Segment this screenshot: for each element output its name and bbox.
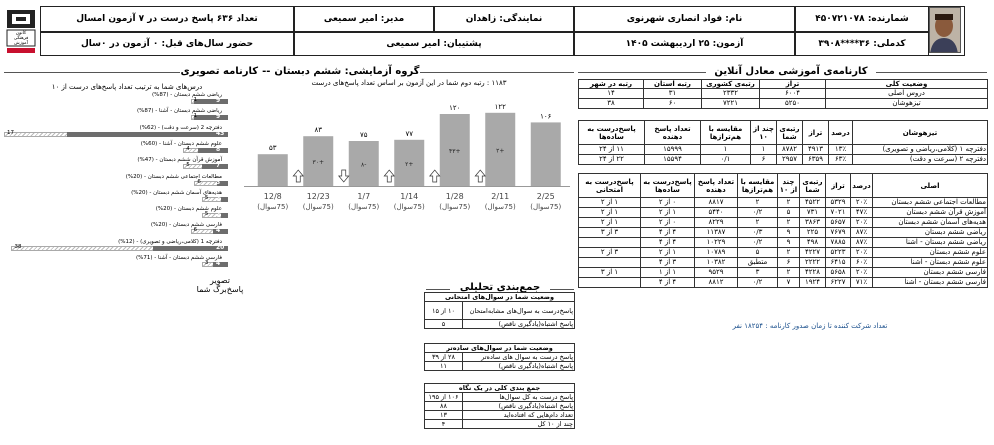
subject-bar-fill: [221, 213, 228, 218]
main-header-cell: پاسخ‌درست به ساده‌ها: [641, 174, 695, 198]
table-row: [579, 268, 988, 278]
subject-bar-wrong: 1: [193, 113, 198, 120]
table-cell: ۲: [778, 248, 800, 258]
table-cell: [579, 238, 641, 248]
table-cell: دفترچه ۲ (سرعت و دقت): [853, 155, 988, 165]
agency-name: نمایندگی: زاهدان: [434, 6, 574, 32]
main-header-cell: رتبه‌ی شما: [800, 174, 826, 198]
table-cell: ۷۰۲۱: [826, 208, 851, 218]
table-cell: ۲: [778, 218, 800, 228]
table-cell: ۱۰۳۸۲: [695, 258, 738, 268]
visual-title: کارنامه تصویری: [180, 66, 259, 77]
arrow-up-icon: [475, 170, 485, 182]
trend-tick-label: 1/14: [400, 192, 419, 201]
table-cell: ۸۸۱۲: [695, 278, 738, 288]
student-name: نام: فواد انصاری شهرنوی: [574, 6, 795, 32]
trend-bar: [531, 122, 561, 186]
subject-bar-label: علوم ششم دبستان - آشنا - (60%): [140, 140, 222, 147]
table-row: [425, 420, 575, 429]
table-cell: ۷۱٪: [851, 278, 873, 288]
support-name: پشتیبان: امیر سمیعی: [294, 32, 574, 56]
analytic-block-overall: [424, 383, 575, 429]
table-cell: ۵۴۴۰: [695, 208, 738, 218]
subject-bar-wrong: 17: [7, 129, 14, 136]
table-cell: مطالعات اجتماعی ششم دبستان: [873, 198, 988, 208]
table-cell: ۸۷۸۲: [777, 145, 803, 155]
subject-bar-label: هدیه‌های آسمان ششم دبستان - (20%): [131, 189, 222, 196]
subject-bar-fill: [198, 145, 228, 153]
trend-tick-sublabel: (75سوال): [484, 203, 516, 211]
table-cell: ۵۲۵۰: [760, 99, 826, 109]
table-cell: فارسی ششم دبستان: [873, 268, 988, 278]
table-cell: ۹۵۲۹: [695, 268, 738, 278]
table-cell: ۵: [738, 248, 778, 258]
analytic-caption-row: [425, 344, 575, 353]
table-cell: ۵۶۵۷: [826, 218, 851, 228]
subject-bar-value: 9: [216, 97, 221, 104]
analytic-caption: وضعیت شما در سوال‌های ساده‌تر: [425, 344, 575, 353]
table-cell: ۶۳۵۹: [803, 155, 829, 165]
table-cell: ۱۰۷۸۹: [695, 248, 738, 258]
table-cell: ۲: [778, 198, 800, 208]
education-title: کارنامه‌ی آموزشی معادل آنلاین: [706, 66, 876, 77]
table-cell: ۱۳٪: [829, 145, 853, 155]
subject-bar-wrong: 5: [186, 162, 190, 169]
table-row: [579, 198, 988, 208]
table-cell: ۶۰: [644, 99, 702, 109]
table-cell: ۵۳۲۹: [826, 198, 851, 208]
main-header-row: [579, 174, 988, 198]
subject-bar-value: 43: [216, 129, 225, 137]
analytic-caption-row: [425, 293, 575, 302]
analytic-caption: جمع بندی کلی در یک نگاه: [425, 384, 575, 393]
analytic-block-simple: [424, 343, 575, 371]
table-cell: ۱ از ۳: [579, 268, 641, 278]
prev-years: حضور سال‌های قبل: ۰ آزمون در ۰سال: [40, 32, 294, 56]
table-cell: ۷۳۱: [800, 208, 826, 218]
subject-bar-label: دفترچه 1 (کلامی،ریاضی و تصویری) - (12%): [118, 238, 222, 245]
table-cell: ۲۹۵۷: [777, 155, 803, 165]
table-cell: پاسخ اشتباه(یادگیری ناقص): [463, 362, 575, 371]
subject-bar-label: فارسی ششم دبستان - (20%): [150, 222, 222, 229]
table-cell: ۰ از ۲: [641, 198, 695, 208]
subject-bar-fill: [194, 115, 228, 120]
table-cell: ۰/۲: [738, 208, 778, 218]
summary-header-cell: رتبه استان: [644, 80, 702, 89]
subject-bar-wrong: 5: [204, 211, 209, 218]
subject-bar-value: 20: [216, 243, 225, 251]
national-code: کدملی: ۳۶****۳۹۰۸: [795, 32, 929, 56]
table-cell: ۱ از ۱: [641, 268, 695, 278]
trend-tick-label: 1/7: [357, 192, 371, 201]
subject-bar-fill: [202, 164, 228, 169]
table-cell: ۱ از ۲: [579, 208, 641, 218]
table-cell: ۲۲ از ۲۴: [579, 155, 645, 165]
trend-chart: [244, 88, 570, 252]
table-cell: ۰/۲: [738, 238, 778, 248]
main-table-body: [579, 198, 988, 288]
table-cell: ۱۵۵۹۴: [645, 155, 701, 165]
gifted-header-cell: تراز: [803, 121, 829, 145]
table-cell: ۴ از ۴: [641, 278, 695, 288]
trend-value-label: ۱۲۲: [494, 102, 506, 111]
table-row: [579, 228, 988, 238]
gifted-header-cell: مقایسه با هم‌ترازها: [701, 121, 751, 145]
trend-tick-sublabel: (75سوال): [257, 203, 289, 211]
table-cell: ۶۰۰۴: [760, 89, 826, 99]
gifted-header-cell: رتبه‌ی شما: [777, 121, 803, 145]
summary-table: [578, 79, 988, 109]
trend-bar: [258, 154, 288, 186]
subject-bar-value: 2: [216, 211, 221, 219]
manager-name: مدیر: امیر سمیعی: [294, 6, 434, 32]
trend-value-label: ۵۳: [268, 144, 277, 153]
analytic-caption: وضعیت شما در سوال‌های امتحانی: [425, 293, 575, 302]
table-cell: ۶۴۱۵: [826, 258, 851, 268]
table-cell: ۳۸: [579, 99, 644, 109]
table-cell: متطبق: [738, 258, 778, 268]
table-cell: ۱۴: [579, 89, 644, 99]
table-cell: ۲: [738, 198, 778, 208]
table-cell: ۶: [778, 258, 800, 268]
table-cell: ۷: [778, 278, 800, 288]
gifted-header-cell: درصد: [829, 121, 853, 145]
table-cell: ۰ از ۲: [641, 218, 695, 228]
table-cell: ۴ از ۴: [641, 238, 695, 248]
table-cell: ۴۲۲۷: [800, 248, 826, 258]
table-cell: ۲۲۵: [800, 228, 826, 238]
table-cell: ۹: [778, 228, 800, 238]
trend-change-label: -۸: [361, 161, 367, 169]
table-cell: ۴: [425, 420, 463, 429]
table-cell: ۲۰٪: [851, 198, 873, 208]
gifted-header-row: [579, 121, 988, 145]
group-title-block: [180, 66, 420, 78]
main-header-cell: اصلی: [873, 174, 988, 198]
table-cell: ۴۲۲۸: [800, 268, 826, 278]
subject-bar-wrong: 6: [197, 178, 201, 185]
trend-change-label: +۴۳: [449, 148, 461, 155]
table-row: [425, 402, 575, 411]
subject-bar-value: 4: [216, 227, 221, 235]
table-cell: ۱۵۹۹۹: [645, 145, 701, 155]
subject-bar-wrong: 6: [193, 227, 198, 234]
trend-value-label: ۱۰۶: [540, 112, 552, 121]
table-cell: ۲۰٪: [851, 248, 873, 258]
table-cell: ۱۰۶ از ۱۹۵: [425, 393, 463, 402]
table-cell: ۵۲۲۳: [826, 248, 851, 258]
subject-bar-label: مطالعات اجتماعی ششم دبستان - (20%): [125, 173, 222, 180]
gifted-table: [578, 120, 988, 165]
trend-tick-sublabel: (75سوال): [530, 203, 562, 211]
trend-tick-label: 2/11: [491, 192, 510, 201]
table-cell: ۱۹۲۴: [800, 278, 826, 288]
summary-header-cell: رتبه در شهر: [579, 80, 644, 89]
table-cell: پاسخ درست به سوال های ساده‌تر: [463, 353, 575, 362]
table-cell: ۵: [778, 208, 800, 218]
gifted-header-cell: تعداد پاسخ دهنده: [645, 121, 701, 145]
title-separator: --: [262, 66, 271, 77]
table-cell: پاسخ اشتباه(یادگیری ناقص): [463, 320, 575, 329]
subject-bar-value: 9: [216, 113, 221, 121]
table-row: [579, 258, 988, 268]
table-cell: ۸۷٪: [851, 228, 873, 238]
table-cell: ۱۰۲۲۹: [695, 238, 738, 248]
main-header-cell: تعداد پاسخ دهنده: [695, 174, 738, 198]
table-row: [579, 145, 988, 155]
table-row: [425, 362, 575, 371]
table-cell: علوم ششم دبستان: [873, 248, 988, 258]
subject-bar-wrong: 5: [204, 194, 209, 201]
table-cell: ۴۵۲۲: [800, 198, 826, 208]
table-cell: چند از ۱۰ کل: [463, 420, 575, 429]
arrow-up-icon: [430, 170, 440, 182]
subject-chart-title: درس‌های شما به ترتیب تعداد پاسخ‌های درست از ۱۰: [51, 83, 203, 91]
subject-bar-value: 7: [216, 162, 221, 170]
subject-bar-wrong: 38: [14, 243, 22, 250]
table-cell: علوم ششم دبستان - اشنا: [873, 258, 988, 268]
table-cell: ۵: [425, 320, 463, 329]
table-cell: ۱۱: [425, 362, 463, 371]
table-cell: ۹: [778, 238, 800, 248]
trend-tick-sublabel: (75سوال): [302, 203, 334, 211]
subject-bar-label: ریاضی ششم دبستان - آشنا - (87%): [136, 108, 222, 115]
trend-value-label: ۷۵: [359, 131, 368, 139]
table-cell: ۴ از ۴: [641, 228, 695, 238]
analytic-caption-row: [425, 384, 575, 393]
table-cell: ۰/۱: [701, 155, 751, 165]
table-cell: آموزش قرآن ششم دبستان: [873, 208, 988, 218]
trend-tick-label: 12/23: [306, 192, 330, 201]
subject-bar-wrong: 1: [193, 97, 198, 103]
table-row: [425, 353, 575, 362]
kanoon-logo: [4, 8, 38, 54]
table-cell: ۸۸: [425, 402, 463, 411]
table-cell: ۳۱: [644, 89, 702, 99]
table-cell: ۲۳۳۲: [702, 89, 760, 99]
summary-header-cell: رتبه‌ی کشوری: [702, 80, 760, 89]
subject-bar-label: دفترچه 2 (سرعت و دقت) - (62%): [139, 124, 222, 131]
analytic-block-exam: [424, 292, 575, 329]
table-cell: ۱۰ از ۱۵: [425, 302, 463, 320]
analytic-title: جمع‌بندی تحلیلی: [450, 282, 550, 293]
answer-sheet-image-label: تصویر پاسخ‌برگ شما: [196, 276, 244, 294]
trend-value-label: ۱۲۰: [449, 104, 461, 112]
trend-tick-sublabel: (75سوال): [348, 203, 380, 211]
table-cell: پاسخ درست به کل سوال‌ها: [463, 393, 575, 402]
table-row: [579, 238, 988, 248]
trend-change-label: +۳۰: [312, 159, 324, 167]
gifted-header-cell: پاسخ‌درست به ساده‌ها: [579, 121, 645, 145]
table-row: [579, 99, 988, 109]
trend-tick-sublabel: (75سوال): [439, 203, 471, 211]
subject-bar-label: فارسی ششم دبستان - آشنا - (71%): [135, 255, 222, 261]
table-cell: ۳۸۶۳: [800, 218, 826, 228]
summary-header-row: [579, 80, 988, 89]
table-cell: ۱ از ۲: [641, 208, 695, 218]
table-cell: ریاضی ششم دبستان: [873, 228, 988, 238]
table-cell: ۷۸۸۵: [826, 238, 851, 248]
subject-chart: [4, 92, 240, 272]
subject-bar-fill: [194, 99, 228, 104]
table-cell: ۱ از ۲: [579, 198, 641, 208]
table-cell: ۴۷٪: [851, 208, 873, 218]
main-header-cell: مقایسه با هم‌ترازها: [738, 174, 778, 198]
main-header-cell: تراز: [826, 174, 851, 198]
table-cell: ۴۹۸: [800, 238, 826, 248]
table-cell: [579, 278, 641, 288]
table-cell: ۸۲۲۹: [695, 218, 738, 228]
table-cell: ۳: [738, 268, 778, 278]
trend-tick-label: 12/8: [263, 192, 282, 201]
table-cell: ۲: [738, 218, 778, 228]
main-header-cell: درصد: [851, 174, 873, 198]
trend-value-label: ۸۳: [314, 126, 323, 135]
table-row: [425, 411, 575, 420]
trend-tick-sublabel: (75سوال): [393, 203, 425, 211]
table-row: [579, 208, 988, 218]
trend-value-label: ۷۷: [405, 129, 414, 138]
table-cell: ۳ از ۳: [579, 228, 641, 238]
table-cell: ۴۹۱۳: [803, 145, 829, 155]
subject-bar-value: 4: [216, 260, 221, 267]
table-cell: ۱۱۳۸۷: [695, 228, 738, 238]
table-cell: ۲۸ از ۳۹: [425, 353, 463, 362]
arrow-up-icon: [384, 170, 394, 182]
subject-bar-label: ریاضی ششم دبستان - (87%): [151, 92, 222, 98]
table-cell: ۳ از ۴: [641, 258, 695, 268]
trend-tick-label: 1/28: [445, 192, 464, 201]
trend-change-label: +۲: [496, 147, 505, 155]
table-cell: ۰/۲: [738, 278, 778, 288]
table-cell: ۲۰٪: [851, 218, 873, 228]
subject-bar-label: آموزش قرآن ششم دبستان - (47%): [137, 157, 222, 164]
participants-note: تعداد شرکت کننده تا زمان صدور کارنامه : ۱۸۲۵۴ نفر: [732, 322, 888, 330]
table-cell: ۶۲۲۷: [826, 278, 851, 288]
table-cell: دفترچه ۱ (کلامی،ریاضی و تصویری): [853, 145, 988, 155]
subject-bar-label: علوم ششم دبستان - (20%): [155, 206, 222, 213]
subject-bar-wrong: 3: [204, 260, 209, 266]
trend-change-label: +۲: [405, 160, 414, 168]
table-cell: ۱: [701, 145, 751, 155]
table-cell: ۵۶۵۸: [826, 268, 851, 278]
table-cell: فارسی ششم دبستان - اشنا: [873, 278, 988, 288]
table-cell: [579, 258, 641, 268]
table-row: [579, 218, 988, 228]
table-row: [425, 320, 575, 329]
table-cell: ۱۳: [425, 411, 463, 420]
table-cell: ۶: [751, 155, 777, 165]
trend-tick-label: 2/25: [536, 192, 555, 201]
table-cell: ۶۰٪: [851, 258, 873, 268]
table-row: [579, 89, 988, 99]
table-row: [425, 302, 575, 320]
main-header-cell: پاسخ‌درست به امتحانی: [579, 174, 641, 198]
table-cell: پاسخ اشتباه(یادگیری ناقص): [463, 402, 575, 411]
table-row: [579, 248, 988, 258]
trend-chart-title: ۱۱۸۳ : رتبه دوم شما در این آزمون بر اساس تعداد پاسخ‌های درست: [311, 79, 507, 87]
table-cell: ۱ از ۲: [579, 218, 641, 228]
student-id: شمارنده: ۴۵۰۷۲۱۰۷۸: [795, 6, 929, 32]
table-cell: تیزهوشان: [826, 99, 988, 109]
main-table: [578, 173, 988, 288]
table-cell: ۱۱ از ۲۴: [579, 145, 645, 155]
group-title: گروه آزمایشی: ششم دبستان: [274, 66, 420, 77]
subject-bar-fill: [221, 197, 228, 202]
table-cell: ۷۶۷۹: [826, 228, 851, 238]
main-header-cell: چند از ۱۰: [778, 174, 800, 198]
subject-bar-wrong: 4: [186, 145, 190, 152]
subject-bar-fill: [67, 129, 228, 137]
table-cell: ریاضی ششم دبستان - اشنا: [873, 238, 988, 248]
table-cell: تعداد دام‌هایی که افتاده‌اید: [463, 411, 575, 420]
table-cell: ۸۸۱۷: [695, 198, 738, 208]
table-cell: ۳ از ۲: [579, 248, 641, 258]
table-cell: ۲۲۲۲: [800, 258, 826, 268]
table-cell: هدیه‌های آسمان ششم دبستان: [873, 218, 988, 228]
table-row: [579, 278, 988, 288]
arrow-down-icon: [339, 170, 349, 182]
subject-bar-value: 2: [216, 194, 221, 202]
correct-count: تعداد ۶۳۶ پاسخ درست در ۷ آزمون امسال: [40, 6, 294, 32]
table-cell: ۲: [778, 268, 800, 278]
table-cell: دروس اصلی: [826, 89, 988, 99]
subject-bar-value: 8: [216, 145, 221, 153]
table-cell: ۸۷٪: [851, 238, 873, 248]
table-row: [425, 393, 575, 402]
gifted-header-cell: چند از ۱۰: [751, 121, 777, 145]
subject-bar-value: 3: [216, 178, 221, 186]
table-cell: ۰/۳: [738, 228, 778, 238]
logo-text: کانون فرهنگی آموزش: [13, 31, 29, 46]
table-row: [579, 155, 988, 165]
table-cell: ۶۳٪: [829, 155, 853, 165]
arrow-up-icon: [293, 170, 303, 182]
table-cell: ۷۲۲۱: [702, 99, 760, 109]
exam-date: آزمون: ۲۵ اردیبهشت ۱۴۰۵: [574, 32, 795, 56]
table-cell: پاسخ‌درست به سوال‌های مشابه‌امتحان: [463, 302, 575, 320]
summary-header-cell: وضعیت کلی: [826, 80, 988, 89]
gifted-header-cell: تیزهوشان: [853, 121, 988, 145]
table-cell: ۱ از ۲: [641, 248, 695, 258]
table-cell: ۲۰٪: [851, 268, 873, 278]
table-cell: ۱: [751, 145, 777, 155]
summary-header-cell: تراز: [760, 80, 826, 89]
